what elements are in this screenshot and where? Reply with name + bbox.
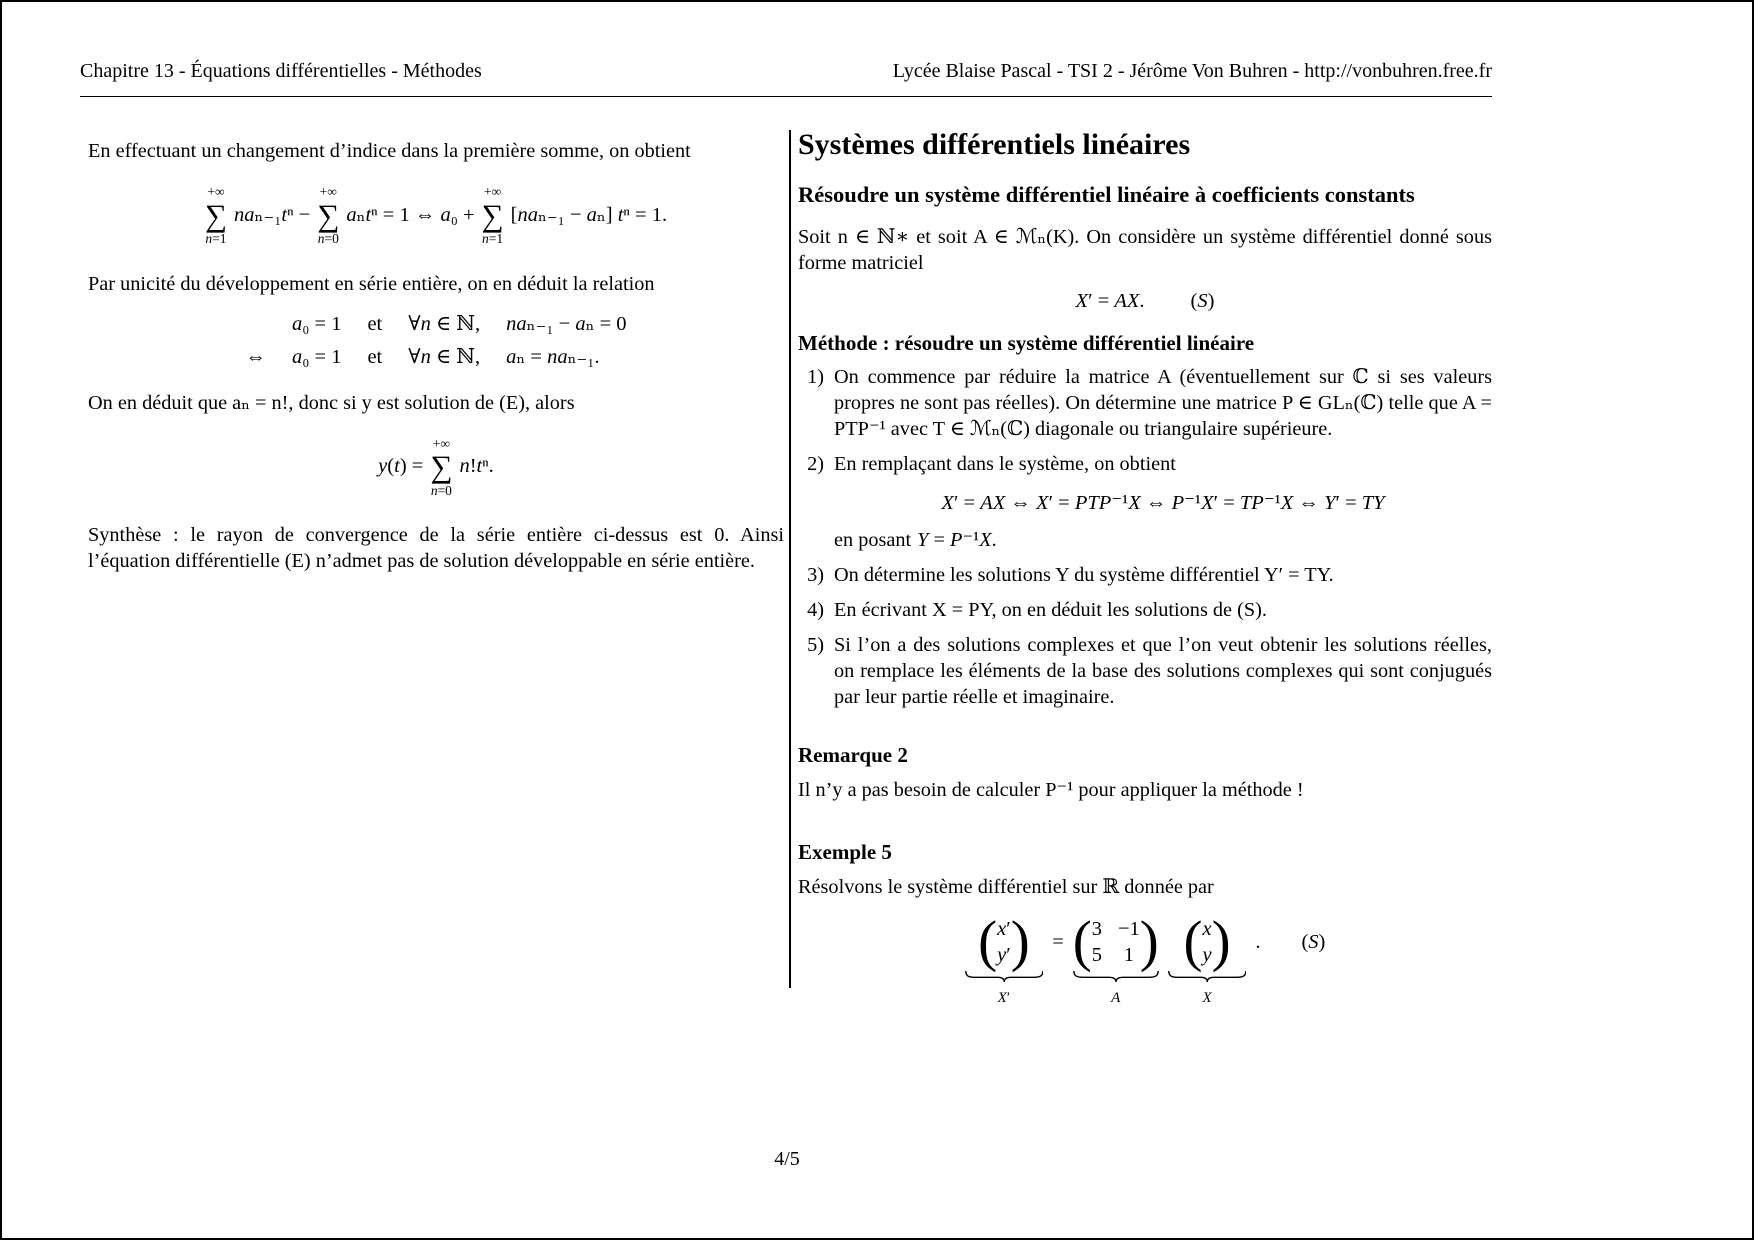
- paragraph-deduction: On en déduit que aₙ = n!, donc si y est solution de (E), alors: [88, 391, 575, 414]
- header-school: Lycée Blaise Pascal - TSI 2 - Jérôme Von Buhren - http://vonbuhren.free.fr: [892, 60, 1492, 82]
- vector-x: [1168, 910, 1247, 1011]
- equation-term: [naₙ₋₁ − aₙ] tⁿ = 1.: [510, 203, 668, 226]
- right-paren: ): [1139, 910, 1159, 973]
- page-header: [80, 60, 1492, 97]
- method-step-2: [798, 451, 1492, 553]
- equation-term: ⇔: [245, 345, 266, 368]
- paragraph-synthese: Synthèse : le rayon de convergence de la série entière ci-dessus est 0. Ainsi l’équation différentielle (E) n’admet pas de solution développable en série entière.: [88, 524, 784, 573]
- sum-operator: +∞ ∑ n=1: [204, 184, 228, 247]
- equation-change-of-variable: X′ = AX ⇔ X′ = PTP⁻¹X ⇔ P⁻¹X′ = TP⁻¹X ⇔ Y′ = TY: [941, 492, 1385, 514]
- equation-series-identity: [88, 184, 784, 247]
- equation-term: et: [367, 312, 383, 335]
- step-number: 3): [807, 564, 824, 586]
- paragraph-uniqueness: Par unicité du développement en série entière, on en déduit la relation: [88, 272, 655, 295]
- paragraph-setup: Soit n ∈ ℕ∗ et soit A ∈ ℳₙ(K). On considère un système différentiel donné sous forme matriciel: [798, 226, 1492, 274]
- column-divider: [789, 130, 791, 988]
- vector-entry: y: [1202, 944, 1212, 966]
- underbrace: [1168, 971, 1247, 982]
- underbrace-label-A: A: [1111, 990, 1121, 1006]
- equation-tag: ( S ): [1301, 931, 1326, 953]
- vector-entry: x: [1202, 918, 1212, 940]
- example-matrix-equation: [798, 910, 1492, 1011]
- sum-operator: +∞ ∑ n=0: [430, 435, 453, 498]
- step-text-continued: en posant Y = P⁻¹X.: [834, 529, 997, 551]
- equation-term: ∀n ∈ ℕ,: [408, 312, 481, 335]
- paragraph-index-change: En effectuant un changement d’indice dans la première somme, on obtient: [88, 140, 691, 162]
- underbrace-label-x: X: [1202, 990, 1212, 1006]
- equation-recurrence: [88, 311, 784, 370]
- left-paren: (: [1183, 910, 1203, 973]
- equation-term: [245, 311, 266, 337]
- matrix-A: [1072, 910, 1159, 1011]
- page-number: 4/5: [774, 1148, 800, 1170]
- sigma-symbol: ∑: [481, 197, 504, 233]
- method-step-5: [798, 632, 1492, 710]
- left-column: [88, 138, 784, 574]
- equation-term: aₙ = naₙ₋₁.: [506, 345, 600, 368]
- equation-term: et: [367, 345, 383, 368]
- left-paren: (: [978, 910, 998, 973]
- step-text: En remplaçant dans le système, on obtient: [834, 453, 1176, 475]
- method-step-1: [798, 364, 1492, 442]
- remark-heading: Remarque 2: [798, 743, 908, 767]
- sigma-symbol: ∑: [430, 449, 453, 485]
- section-title: Systèmes différentiels linéaires: [798, 128, 1191, 161]
- equation-term: ∀n ∈ ℕ,: [408, 345, 481, 368]
- step-text: Si l’on a des solutions complexes et que l’on veut obtenir les solutions réelles, on remplace les éléments de la base des solutions complexes qui sont conjugués par leur partie réelle et imaginaire.: [834, 634, 1492, 708]
- matrix-entry: −1: [1117, 918, 1140, 940]
- underbrace: [1073, 971, 1159, 982]
- equation-system-S: [798, 288, 1492, 314]
- matrix-entry: 5: [1091, 944, 1102, 966]
- sigma-symbol: ∑: [317, 197, 340, 233]
- method-heading: Méthode : résoudre un système différentiel linéaire: [798, 331, 1255, 355]
- right-paren: ): [1211, 910, 1231, 973]
- matrix-entry: 3: [1091, 918, 1102, 940]
- equation-term: X′ = AX.: [1075, 290, 1145, 312]
- example-intro: Résolvons le système différentiel sur ℝ donnée par: [798, 876, 1214, 898]
- underbrace-label-x-prime: X′: [997, 990, 1011, 1006]
- right-paren: ): [1010, 910, 1030, 973]
- underbrace: [965, 971, 1044, 982]
- equation-term: a₀ = 1: [291, 345, 342, 368]
- left-paren: (: [1072, 910, 1092, 973]
- period: .: [1255, 931, 1261, 953]
- step-number: 5): [807, 634, 824, 656]
- equation-term: aₙtⁿ = 1 ⇔ a₀ +: [346, 203, 475, 226]
- step-number: 2): [807, 453, 824, 475]
- step-text: En écrivant X = PY, on en déduit les solutions de (S).: [834, 599, 1267, 621]
- equals-sign: =: [1052, 931, 1064, 953]
- vector-entry: x′: [997, 918, 1011, 940]
- equation-term: naₙ₋₁tⁿ −: [234, 203, 311, 226]
- vector-entry: y′: [997, 944, 1011, 966]
- step-number: 4): [807, 599, 824, 621]
- equation-solution-series: [88, 436, 784, 499]
- equation-term: n!tⁿ.: [459, 455, 494, 478]
- vector-x-prime: [965, 910, 1044, 1011]
- step-text: On commence par réduire la matrice A (éventuellement sur ℂ si ses valeurs propres ne sont pas réelles). On détermine une matrice P ∈ GLₙ(ℂ) telle que A = PTP⁻¹ avec T ∈ ℳₙ(ℂ) diagonale ou triangulaire supérieure.: [834, 366, 1492, 440]
- step-text: On détermine les solutions Y du système différentiel Y′ = TY.: [834, 564, 1334, 586]
- step-number: 1): [807, 366, 824, 388]
- method-step-3: [798, 562, 1492, 588]
- equation-term: y(t) =: [378, 455, 424, 478]
- header-chapter: Chapitre 13 - Équations différentielles - Méthodes: [80, 60, 482, 82]
- example-heading: Exemple 5: [798, 840, 892, 864]
- method-step-4: [798, 597, 1492, 623]
- equation-term: naₙ₋₁ − aₙ = 0: [506, 312, 627, 335]
- right-column: [798, 128, 1492, 1011]
- sum-operator: +∞ ∑ n=1: [481, 184, 504, 247]
- sigma-symbol: ∑: [204, 197, 228, 233]
- remark-text: Il n’y a pas besoin de calculer P⁻¹ pour appliquer la méthode !: [798, 779, 1304, 801]
- equation-term: a₀ = 1: [291, 312, 342, 335]
- subsection-heading: Résoudre un système différentiel linéaire à coefficients constants: [798, 182, 1415, 207]
- equation-tag: (S): [1190, 290, 1215, 312]
- matrix-entry: 1: [1123, 944, 1135, 966]
- sum-operator: +∞ ∑ n=0: [317, 184, 340, 247]
